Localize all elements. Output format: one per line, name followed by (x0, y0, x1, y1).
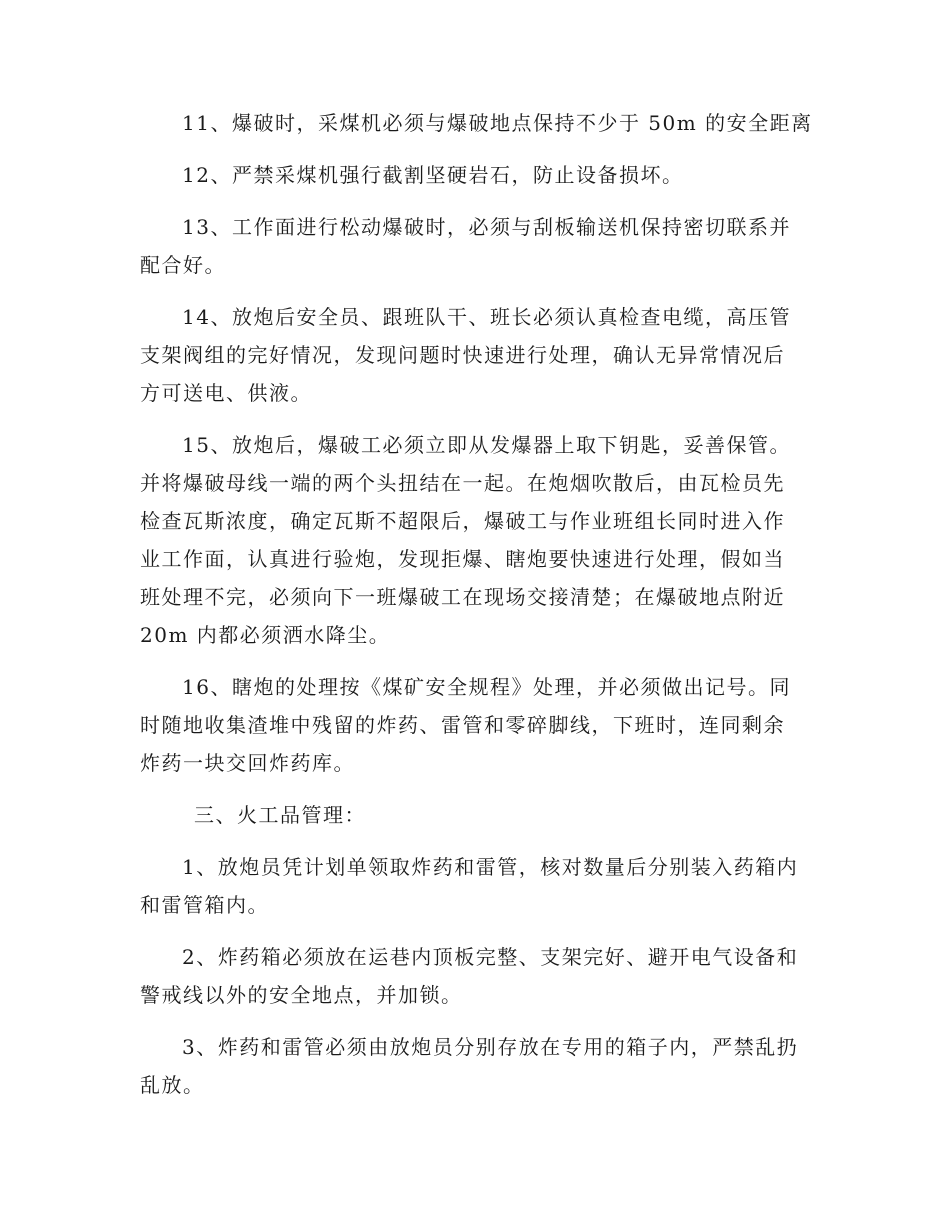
paragraph-14 (140, 298, 800, 412)
paragraph-line: 12、严禁采煤机强行截割坚硬岩石，防止设备损坏。 (182, 163, 684, 187)
paragraph-line: 方可送电、供液。 (140, 381, 312, 405)
paragraph-line: 11、爆破时，采煤机必须与爆破地点保持不少于 50m 的安全距离 (182, 111, 813, 135)
paragraph-line: 炸药一块交回炸药库。 (140, 751, 355, 775)
section-paragraph-2 (140, 938, 800, 1014)
paragraph-line: 和雷管箱内。 (140, 893, 269, 917)
paragraph-line: 1、放炮员凭计划单领取炸药和雷管，核对数量后分别装入药箱内 (182, 855, 799, 879)
paragraph-line: 乱放。 (140, 1073, 205, 1097)
paragraph-line: 支架阀组的完好情况，发现问题时快速进行处理，确认无异常情况后 (140, 343, 785, 367)
paragraph-line: 3、炸药和雷管必须由放炮员分别存放在专用的箱子内，严禁乱扔 (182, 1035, 799, 1059)
paragraph-line: 20m 内都必须洒水降尘。 (140, 623, 391, 647)
paragraph-line: 15、放炮后，爆破工必须立即从发爆器上取下钥匙，妥善保管。 (182, 433, 791, 457)
paragraph-line: 班处理不完，必须向下一班爆破工在现场交接清楚；在爆破地点附近 (140, 585, 785, 609)
paragraph-line: 13、工作面进行松动爆破时，必须与刮板输送机保持密切联系并 (182, 215, 791, 239)
paragraph-line: 16、瞎炮的处理按《煤矿安全规程》处理，并必须做出记号。同 (182, 675, 791, 699)
paragraph-line: 并将爆破母线一端的两个头扭结在一起。在炮烟吹散后，由瓦检员先 (140, 471, 785, 495)
paragraph-line: 时随地收集渣堆中残留的炸药、雷管和零碎脚线，下班时，连同剩余 (140, 713, 785, 737)
paragraph-15 (140, 426, 800, 654)
paragraph-line: 2、炸药箱必须放在运巷内顶板完整、支架完好、避开电气设备和 (182, 945, 799, 969)
paragraph-line: 配合好。 (140, 253, 226, 277)
section-heading: 三、火工品管理： (194, 803, 366, 827)
paragraph-13 (140, 208, 800, 284)
paragraph-12 (140, 156, 800, 194)
section-paragraph-3 (140, 1028, 800, 1104)
paragraph-16 (140, 668, 800, 782)
paragraph-11 (140, 104, 813, 142)
paragraph-line: 检查瓦斯浓度，确定瓦斯不超限后，爆破工与作业班组长同时进入作 (140, 509, 785, 533)
section-paragraph-1 (140, 848, 800, 924)
document-page (140, 104, 813, 1118)
paragraph-line: 14、放炮后安全员、跟班队干、班长必须认真检查电缆，高压管 (182, 305, 791, 329)
paragraph-line: 业工作面，认真进行验炮，发现拒爆、瞎炮要快速进行处理，假如当 (140, 547, 785, 571)
paragraph-line: 警戒线以外的安全地点，并加锁。 (140, 983, 463, 1007)
